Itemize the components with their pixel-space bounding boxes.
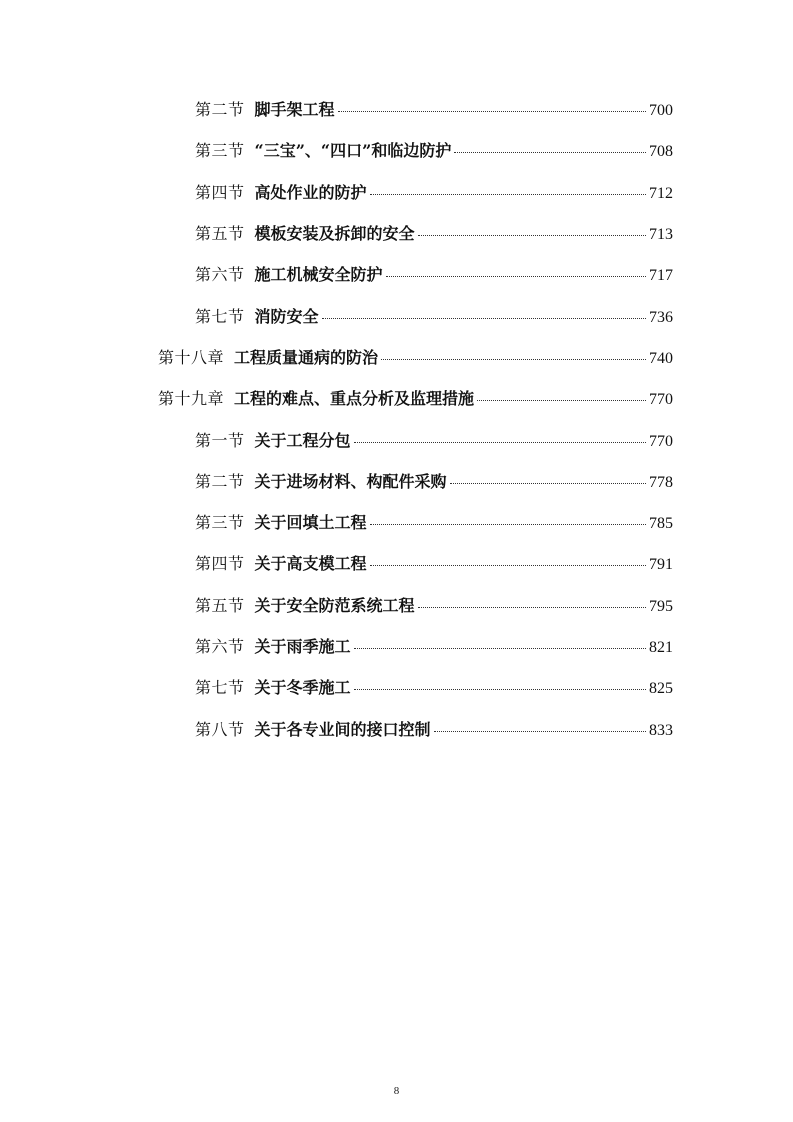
toc-entry-page: 740 — [649, 349, 673, 367]
toc-entry-number: 第二节 — [195, 100, 245, 120]
toc-entry-title: 施工机械安全防护 — [254, 265, 383, 285]
toc-entry-page: 821 — [649, 639, 673, 656]
toc-entry[interactable] — [0, 503, 793, 544]
dot-leader — [434, 731, 646, 732]
toc-entry[interactable] — [0, 709, 793, 750]
dot-leader — [454, 152, 646, 153]
toc-entry-number: 第三节 — [195, 141, 245, 161]
dot-leader — [354, 442, 646, 443]
toc-entry-title: 关于安全防范系统工程 — [254, 595, 415, 615]
toc-entry-number: 第八节 — [195, 719, 245, 739]
toc-chapter-entry[interactable] — [0, 379, 793, 420]
toc-entry-page: 795 — [649, 597, 673, 615]
toc-entry-number: 第七节 — [195, 678, 245, 698]
table-of-contents — [0, 90, 793, 751]
toc-entry-number: 第七节 — [195, 306, 245, 326]
toc-entry-title: 关于各专业间的接口控制 — [254, 719, 431, 739]
toc-entry[interactable] — [0, 214, 793, 255]
dot-leader — [354, 689, 646, 690]
toc-entry-title: 关于进场材料、构配件采购 — [254, 471, 447, 491]
toc-entry-title: “三宝”、“四口”和临边防护 — [254, 141, 452, 161]
toc-entry-page: 770 — [649, 432, 673, 450]
toc-entry-title: 工程质量通病的防治 — [234, 347, 379, 367]
dot-leader — [450, 483, 646, 484]
toc-entry-page: 791 — [649, 556, 673, 574]
toc-entry[interactable] — [0, 296, 793, 337]
toc-entry-number: 第六节 — [195, 637, 245, 656]
toc-entry-page: 708 — [649, 143, 673, 161]
toc-entry[interactable] — [0, 586, 793, 627]
toc-chapter-entry[interactable] — [0, 338, 793, 379]
toc-entry-page: 700 — [649, 102, 673, 120]
toc-entry-page: 785 — [649, 515, 673, 533]
dot-leader — [354, 648, 646, 649]
toc-entry[interactable] — [0, 90, 793, 131]
dot-leader — [381, 359, 646, 360]
toc-entry-title: 工程的难点、重点分析及监理措施 — [234, 389, 475, 409]
toc-entry-number: 第六节 — [195, 265, 245, 285]
toc-entry-page: 713 — [649, 226, 673, 244]
dot-leader — [338, 111, 646, 112]
toc-entry[interactable] — [0, 131, 793, 172]
toc-entry-page: 770 — [649, 391, 673, 409]
dot-leader — [386, 276, 646, 277]
dot-leader — [418, 607, 646, 608]
toc-entry-page: 778 — [649, 473, 673, 491]
page-number: 8 — [393, 1085, 400, 1097]
toc-entry[interactable] — [0, 668, 793, 709]
toc-entry-title: 高处作业的防护 — [254, 182, 367, 202]
toc-entry-number: 第十八章 — [158, 347, 225, 367]
toc-entry-number: 第一节 — [195, 430, 245, 450]
toc-entry-page: 736 — [649, 308, 673, 326]
toc-entry[interactable] — [0, 255, 793, 296]
toc-entry-title: 关于冬季施工 — [254, 678, 351, 698]
toc-entry-page: 825 — [649, 680, 673, 698]
dot-leader — [477, 400, 646, 401]
dot-leader — [370, 194, 646, 195]
toc-entry-number: 第五节 — [195, 224, 245, 244]
toc-entry-page: 712 — [649, 184, 673, 202]
toc-entry-page: 833 — [649, 721, 673, 739]
dot-leader — [418, 235, 646, 236]
toc-entry-title: 关于高支模工程 — [254, 554, 367, 574]
toc-entry[interactable] — [0, 462, 793, 503]
dot-leader — [322, 318, 646, 319]
toc-entry-page: 717 — [649, 267, 673, 285]
toc-entry-number: 第二节 — [195, 471, 245, 491]
toc-entry-number: 第五节 — [195, 595, 245, 615]
toc-entry-number: 第四节 — [195, 182, 245, 202]
toc-entry-number: 第十九章 — [158, 389, 225, 409]
toc-entry-number: 第四节 — [195, 554, 245, 574]
toc-entry-title: 关于回填土工程 — [254, 513, 367, 533]
toc-entry[interactable] — [0, 420, 793, 461]
toc-entry[interactable] — [0, 627, 793, 668]
toc-entry-title: 模板安装及拆卸的安全 — [254, 224, 415, 244]
toc-entry-title: 关于工程分包 — [254, 430, 351, 450]
toc-entry-title: 脚手架工程 — [254, 100, 335, 120]
toc-entry-title: 消防安全 — [254, 306, 319, 326]
dot-leader — [370, 524, 646, 525]
toc-entry-title: 关于雨季施工 — [254, 637, 351, 656]
dot-leader — [370, 565, 646, 566]
toc-entry[interactable] — [0, 544, 793, 585]
toc-entry-number: 第三节 — [195, 513, 245, 533]
toc-entry[interactable] — [0, 173, 793, 214]
